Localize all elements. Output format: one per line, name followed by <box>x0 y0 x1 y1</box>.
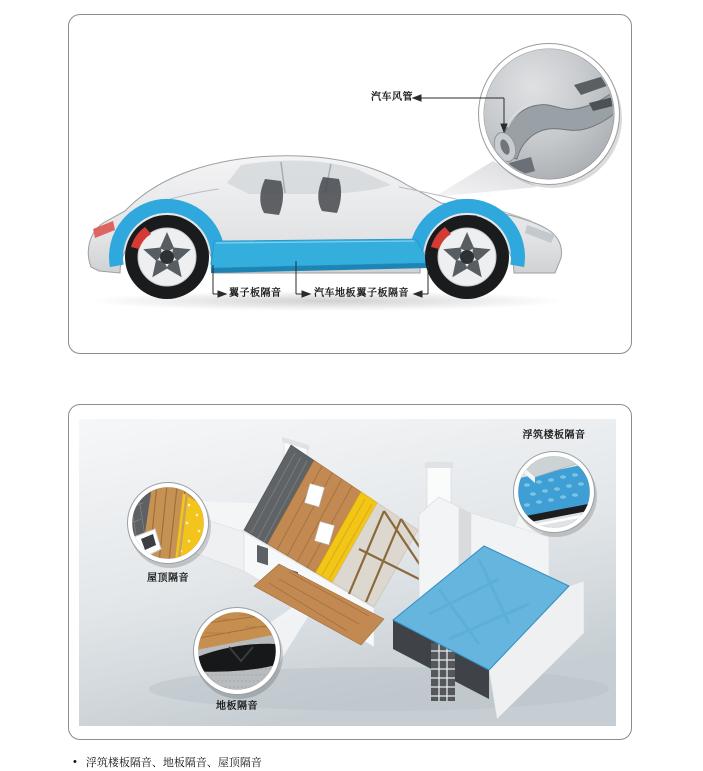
house-insulation-figure <box>68 404 632 740</box>
rear-wheel <box>125 215 209 299</box>
fender-right-label: 翼子板隔音 <box>356 288 409 299</box>
roof-label: 屋顶隔音 <box>147 573 189 584</box>
cinderblock-pillar <box>431 643 455 701</box>
floor-label: 地板隔音 <box>216 701 258 712</box>
fender-left-label: 翼子板隔音 <box>229 288 282 299</box>
air-duct-label: 汽车风管 <box>371 92 413 103</box>
footer-summary <box>73 754 262 770</box>
bullet-icon: • <box>73 756 77 768</box>
car-illustration <box>69 15 631 353</box>
floating-slab-label: 浮筑楼板隔音 <box>522 430 586 441</box>
front-wheel <box>425 215 509 299</box>
car-floor-label: 汽车地板 <box>314 288 356 299</box>
footer-text: 浮筑楼板隔音、地板隔音、屋顶隔音 <box>85 757 262 769</box>
floor-insulation-highlight <box>211 239 429 273</box>
car-insulation-figure <box>68 14 632 354</box>
